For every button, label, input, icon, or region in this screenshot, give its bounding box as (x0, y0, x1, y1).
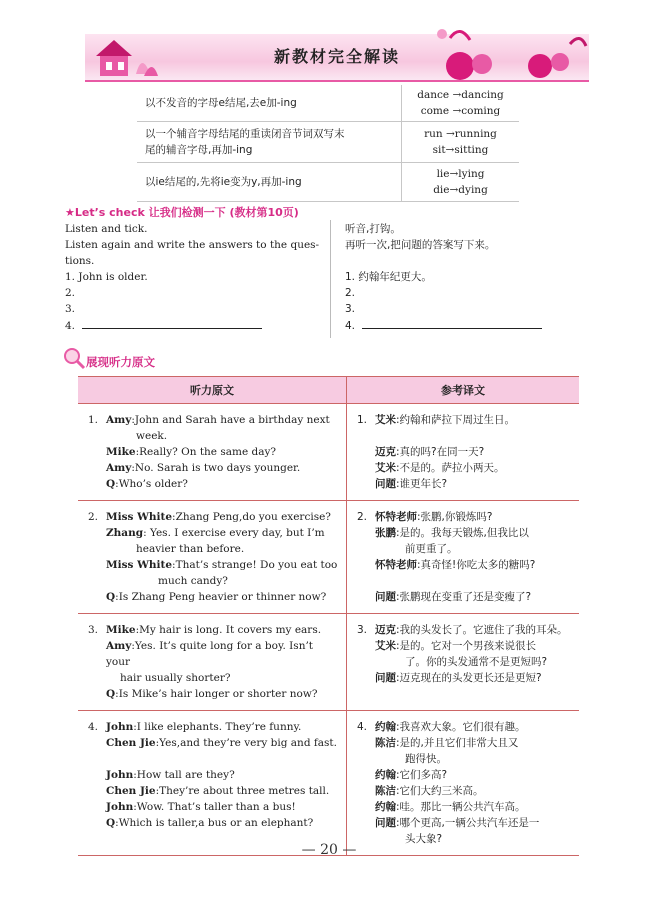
utterance: :真奇怪!你吃太多的糖吗? (417, 559, 536, 571)
cloud-decoration-icon (430, 24, 590, 80)
english-dialogue (78, 404, 347, 501)
rule-line: 尾的辅音字母,再加-ing (145, 144, 253, 156)
speaker: Miss White (106, 511, 173, 523)
answer-line: 3. (345, 303, 356, 315)
answer-line-4 (345, 317, 590, 334)
instruction: Listen and tick. (65, 223, 148, 235)
example: come →coming (420, 105, 501, 117)
utterance: :是的,并且它们非常大且又 (396, 737, 519, 749)
rule-line: 以一个辅音字母结尾的重读闭音节词双写末 (145, 128, 345, 140)
answer-line: 2. (65, 287, 76, 299)
speaker: Q (106, 591, 116, 603)
chinese-translation (347, 614, 580, 711)
speaker: Amy (106, 414, 132, 426)
speaker: 问题 (375, 478, 396, 490)
item-number: 4. (88, 721, 99, 733)
table-row (78, 614, 579, 711)
utterance-cont: 跑得快。 (405, 753, 447, 765)
section-title: 展现听力原文 (86, 355, 155, 369)
utterance-cont: 前更重了。 (405, 543, 458, 555)
rule-examples (402, 163, 520, 202)
speaker: Q (106, 817, 116, 829)
speaker: Miss White (106, 559, 173, 571)
speaker: 约翰 (375, 721, 396, 733)
table-row (78, 501, 579, 614)
example: die→dying (433, 184, 488, 196)
item-number: 1. (88, 414, 99, 426)
item-number: 1. (357, 414, 368, 426)
answer-line: 1. 约翰年纪更大。 (345, 271, 432, 283)
table-row (78, 711, 579, 856)
example: run →running (424, 128, 497, 140)
lets-check-title: ★Let’s check 让我们检测一下 (教材第10页) (65, 206, 299, 219)
instruction-spacer (345, 253, 590, 269)
blank-line (82, 317, 262, 329)
rule-examples (402, 122, 520, 163)
chinese-translation (347, 404, 580, 501)
utterance: :Is Mike’s hair longer or shorter now? (115, 688, 318, 700)
utterance: :Yes,and they’re very big and fast. (155, 737, 337, 749)
speaker: 怀特老师 (375, 511, 417, 523)
speaker: 艾米 (375, 462, 396, 474)
utterance: :它们大约三米高。 (396, 785, 484, 797)
speaker: Q (106, 688, 116, 700)
chinese-translation (347, 711, 580, 856)
utterance: :My hair is long. It covers my ears. (135, 624, 322, 636)
utterance: :How tall are they? (133, 769, 235, 781)
speaker: 陈洁 (375, 737, 396, 749)
page-number: — 20 — (301, 842, 357, 858)
table-row (78, 404, 579, 501)
speaker: Mike (106, 446, 136, 458)
column-divider (330, 220, 331, 338)
speaker: John (106, 769, 134, 781)
rule-examples (402, 85, 520, 122)
utterance: :张鹏,你锻炼吗? (417, 511, 493, 523)
utterance: :Zhang Peng,do you exercise? (172, 511, 331, 523)
english-dialogue (78, 501, 347, 614)
ing-rules-table (137, 85, 519, 202)
rule-text: 以ie结尾的,先将ie变为y,再加-ing (137, 163, 402, 202)
utterance: :John and Sarah have a birthday next (131, 414, 330, 426)
speaker: 约翰 (375, 769, 396, 781)
utterance: :No. Sarah is two days younger. (131, 462, 301, 474)
item-number: 2. (88, 511, 99, 523)
item-number: 3. (357, 624, 368, 636)
utterance: :Wow. That’s taller than a bus! (133, 801, 296, 813)
instruction: 再听一次,把问题的答案写下来。 (345, 239, 496, 251)
answer-line: 2. (345, 287, 356, 299)
table-row (137, 163, 519, 202)
item-number: 4. (357, 721, 368, 733)
speaker: Zhang (106, 527, 144, 539)
answer-number: 4. (65, 320, 76, 332)
speaker: 问题 (375, 817, 396, 829)
speaker: 张鹏 (375, 527, 396, 539)
answer-line: 3. (65, 303, 76, 315)
speaker: 迈克 (375, 624, 396, 636)
speaker: 约翰 (375, 801, 396, 813)
rule-text: 以不发音的字母e结尾,去e加-ing (137, 85, 402, 122)
item-number: 2. (357, 511, 368, 523)
english-dialogue (78, 711, 347, 856)
utterance: :They’re about three metres tall. (155, 785, 330, 797)
speaker: 陈洁 (375, 785, 396, 797)
example: lie→lying (436, 168, 485, 180)
example: dance →dancing (417, 89, 504, 101)
utterance: :哪个更高,一辆公共汽车还是一 (396, 817, 540, 829)
utterance-cont: 头大象? (405, 833, 443, 845)
speaker: Q (106, 478, 116, 490)
utterance: :不是的。萨拉小两天。 (396, 462, 505, 474)
answer-line-4 (65, 317, 320, 334)
utterance: :我的头发长了。它遮住了我的耳朵。 (396, 624, 568, 636)
chinese-translation (347, 501, 580, 614)
speaker: 问题 (375, 672, 396, 684)
table-row (137, 85, 519, 122)
speaker: John (106, 721, 134, 733)
example: sit→sitting (432, 144, 489, 156)
utterance: :Really? On the same day? (135, 446, 277, 458)
utterance: :I like elephants. They’re funny. (133, 721, 302, 733)
speaker: Amy (106, 462, 132, 474)
house-decoration-icon (92, 34, 162, 80)
speaker: John (106, 801, 134, 813)
check-chinese-column (345, 221, 590, 334)
utterance: :它们多高? (396, 769, 448, 781)
utterance-cont: week. (136, 430, 168, 442)
utterance-cont: 了。你的头发通常不是更短吗? (405, 656, 548, 668)
utterance: :迈克现在的头发更长还是更短? (396, 672, 542, 684)
utterance-cont: much candy? (158, 575, 228, 587)
speaker: 怀特老师 (375, 559, 417, 571)
speaker: Mike (106, 624, 136, 636)
instruction: 听音,打钩。 (345, 223, 401, 235)
utterance-cont: hair usually shorter? (120, 672, 231, 684)
utterance: :张鹏现在变重了还是变瘦了? (396, 591, 532, 603)
speaker: 艾米 (375, 414, 396, 426)
instruction: Listen again and write the answers to the ques- (65, 239, 320, 251)
utterance: :谁更年长? (396, 478, 448, 490)
utterance: :是的。我每天锻炼,但我比以 (396, 527, 529, 539)
utterance: :是的。它对一个男孩来说很长 (396, 640, 537, 652)
listening-table (78, 376, 579, 856)
header-chinese: 参考译文 (347, 377, 580, 404)
utterance: :Who’s older? (115, 478, 188, 490)
utterance: :约翰和萨拉下周过生日。 (396, 414, 516, 426)
utterance: :我喜欢大象。它们很有趣。 (396, 721, 526, 733)
page-header-title: 新教材完全解读 (273, 47, 400, 66)
speaker: 问题 (375, 591, 396, 603)
item-number: 3. (88, 624, 99, 636)
instruction: tions. (65, 255, 95, 267)
utterance: :哇。那比一辆公共汽车高。 (396, 801, 526, 813)
speaker: 迈克 (375, 446, 396, 458)
utterance: :That’s strange! Do you eat too (172, 559, 338, 571)
table-row (137, 122, 519, 163)
blank-line (362, 317, 542, 329)
speaker: 艾米 (375, 640, 396, 652)
header-english: 听力原文 (78, 377, 347, 404)
speaker: Chen Jie (106, 737, 156, 749)
utterance: :真的吗?在同一天? (396, 446, 485, 458)
check-english-column (65, 221, 320, 334)
utterance-cont: heavier than before. (136, 543, 245, 555)
answer-line: 1. John is older. (65, 271, 148, 283)
utterance: : Yes. I exercise every day, but I’m (143, 527, 325, 539)
utterance: :Is Zhang Peng heavier or thinner now? (115, 591, 327, 603)
rule-text (137, 122, 402, 163)
speaker: Amy (106, 640, 132, 652)
utterance: :Yes. It’s quite long for a boy. Isn’t your (106, 640, 314, 668)
utterance: :Which is taller,a bus or an elephant? (115, 817, 314, 829)
english-dialogue (78, 614, 347, 711)
speaker: Chen Jie (106, 785, 156, 797)
table-header-row (78, 377, 579, 404)
answer-number: 4. (345, 320, 356, 332)
magnifier-icon (62, 346, 86, 370)
